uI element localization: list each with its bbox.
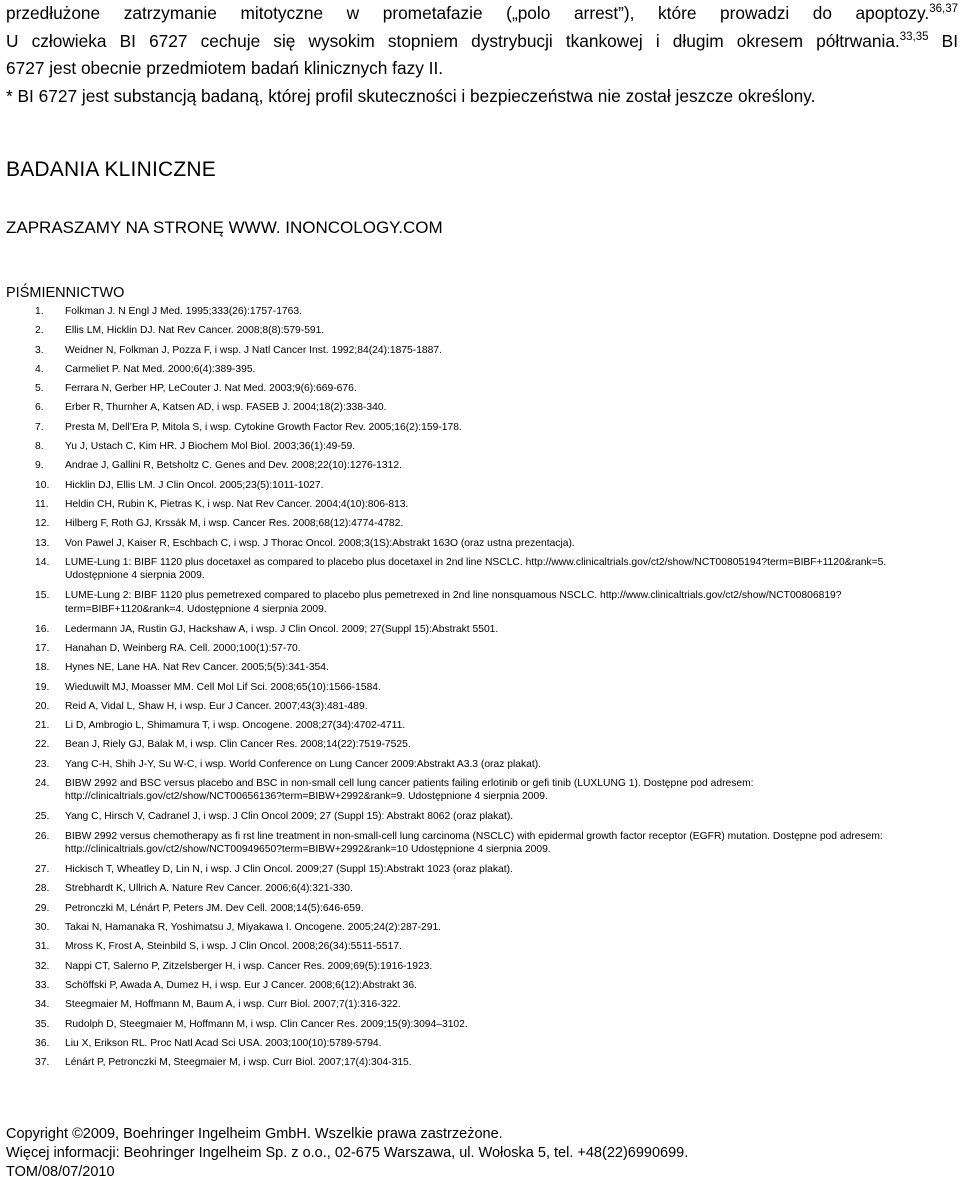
reference-text: BIBW 2992 versus chemotherapy as fi rst line treatment in non-small-cell lung carcinoma (NSCLC) with epidermal growth factor receptor (EGFR) mutation. Dostępne pod adresem: http://clinicaltrials.gov/ct2/show/NCT00949650?term=BIBW+2992&rank=10 Udostępnione 4 sierpnia 2009. [65,830,883,856]
reference-item [0,902,960,915]
intro-line-1 [6,0,958,28]
reference-text: Andrae J, Gallini R, Betsholtz C. Genes and Dev. 2008;22(10):1276-1312. [65,460,402,472]
reference-item [0,517,960,530]
reference-text: Nappi CT, Salerno P, Zitzelsberger H, i wsp. Cancer Res. 2009;69(5):1916-1923. [65,960,433,972]
intro-paragraph [6,0,958,83]
document-code: TOM/08/07/2010 [6,1164,115,1180]
reference-number: 35. [35,1018,50,1030]
reference-item [0,882,960,895]
reference-item [0,777,960,804]
reference-item [0,305,960,318]
intro-line-2-end: BI [941,30,958,51]
reference-item [0,700,960,713]
reference-item [0,382,960,395]
heading-clinical-trials: BADANIA KLINICZNE [6,158,216,181]
reference-item [0,421,960,434]
reference-number: 19. [35,681,50,693]
reference-number: 37. [35,1057,50,1069]
reference-number: 27. [35,864,50,876]
reference-text: Yang C, Hirsch V, Cadranel J, i wsp. J Clin Oncol 2009; 27 (Suppl 15): Abstrakt 8062 (oraz plakat). [65,811,514,823]
reference-number: 13. [35,537,50,549]
reference-text: Hynes NE, Lane HA. Nat Rev Cancer. 2005;5(5):341-354. [65,662,329,674]
reference-number: 16. [35,623,50,635]
reference-number: 20. [35,700,50,712]
reference-text: Takai N, Hamanaka R, Yoshimatsu J, Miyakawa I. Oncogene. 2005;24(2):287-291. [65,922,442,934]
reference-text: Folkman J. N Engl J Med. 1995;333(26):1757-1763. [65,306,302,317]
reference-number: 3. [35,344,44,356]
reference-item [0,719,960,732]
reference-text: Hickisch T, Wheatley D, Lin N, i wsp. J Clin Oncol. 2009;27 (Suppl 15):Abstrakt 1023 (oraz plakat). [65,864,513,876]
intro-line-2-text: U człowieka BI 6727 cechuje się wysokim stopniem dystrybucji tkankowej i długim okresem półtrwania. [6,30,900,51]
reference-text: Carmeliet P. Nat Med. 2000;6(4):389-395. [65,363,256,375]
reference-text: LUME-Lung 1: BIBF 1120 plus docetaxel as compared to placebo plus docetaxel in 2nd line NSCLC. http://www.clinicaltrials.gov/ct2/show/NCT00805194?term=BIBF+1120&rank=5. Udostępnione 4 sierpnia 2009. [65,556,887,582]
reference-text: Yu J, Ustach C, Kim HR. J Biochem Mol Biol. 2003;36(1):49-59. [65,441,356,453]
reference-item [0,459,960,472]
reference-text: Presta M, Dell’Era P, Mitola S, i wsp. Cytokine Growth Factor Rev. 2005;16(2):159-178. [65,421,462,433]
reference-number: 7. [35,421,44,433]
reference-number: 26. [35,830,50,842]
reference-text: Hilberg F, Roth GJ, Krssák M, i wsp. Cancer Res. 2008;68(12):4774-4782. [65,518,404,530]
reference-item [0,324,960,337]
reference-number: 21. [35,720,50,732]
reference-number: 10. [35,479,50,491]
reference-text: Hanahan D, Weinberg RA. Cell. 2000;100(1):57-70. [65,642,301,654]
citation-superscript: 33,35 [899,30,929,43]
reference-item [0,661,960,674]
reference-item [0,681,960,694]
copyright-text: Copyright ©2009, Boehringer Ingelheim GmbH. Wszelkie prawa zastrzeżone. [6,1126,503,1142]
contact-info: Więcej informacji: Beohringer Ingelheim Sp. z o.o., 02-675 Warszawa, ul. Wołoska 5, tel. +48(22)6990699. [6,1145,689,1161]
reference-number: 6. [35,402,44,414]
reference-number: 18. [35,662,50,674]
reference-text: Ferrara N, Gerber HP, LeCouter J. Nat Med. 2003;9(6):669-676. [65,383,357,395]
reference-text: Wieduwilt MJ, Moasser MM. Cell Mol Lif Sci. 2008;65(10):1566-1584. [65,681,381,693]
heading-visit-website: ZAPRASZAMY NA STRONĘ WWW. INONCOLOGY.COM [6,218,443,237]
reference-text: Erber R, Thurnher A, Katsen AD, i wsp. FASEB J. 2004;18(2):338-340. [65,402,387,414]
reference-text: Steegmaier M, Hoffmann M, Baum A, i wsp. Curr Biol. 2007;7(1):316-322. [65,999,401,1011]
reference-item [0,960,960,973]
reference-item [0,758,960,771]
reference-number: 5. [35,383,44,395]
reference-item [0,589,960,616]
reference-text: Petronczki M, Lénárt P, Peters JM. Dev Cell. 2008;14(5):646-659. [65,902,364,914]
reference-item [0,979,960,992]
reference-number: 4. [35,363,44,375]
reference-text: Yang C-H, Shih J-Y, Su W-C, i wsp. World Conference on Lung Cancer 2009:Abstrakt A3.3 (oraz plakat). [65,758,541,770]
reference-item [0,401,960,414]
reference-number: 9. [35,460,44,472]
reference-item [0,479,960,492]
reference-number: 28. [35,883,50,895]
reference-number: 36. [35,1037,50,1049]
reference-number: 1. [35,306,44,317]
reference-text: Rudolph D, Steegmaier M, Hoffmann M, i wsp. Clin Cancer Res. 2009;15(9):3094–3102. [65,1018,468,1030]
reference-number: 15. [35,590,50,602]
heading-literature: PIŚMIENNICTWO [6,285,125,301]
footnote-asterisk: * BI 6727 jest substancją badaną, której profil skuteczności i bezpieczeństwa nie został jeszcze określony. [6,85,816,106]
reference-item [0,363,960,376]
reference-text: Mross K, Frost A, Steinbild S, i wsp. J Clin Oncol. 2008;26(34):5511-5517. [65,941,402,953]
reference-text: Von Pawel J, Kaiser R, Eschbach C, i wsp. J Thorac Oncol. 2008;3(1S):Abstrakt 163O (oraz ustna prezentacja). [65,537,575,549]
reference-number: 22. [35,739,50,751]
reference-number: 32. [35,960,50,972]
intro-line-1-text: przedłużone zatrzymanie mitotyczne w prometafazie („polo arrest”), które prowadzi do apoptozy. [6,3,930,23]
reference-text: Li D, Ambrogio L, Shimamura T, i wsp. Oncogene. 2008;27(34):4702-4711. [65,720,406,732]
reference-number: 17. [35,642,50,654]
reference-item [0,998,960,1011]
reference-text: Weidner N, Folkman J, Pozza F, i wsp. J Natl Cancer Inst. 1992;84(24):1875-1887. [65,344,442,356]
reference-number: 34. [35,999,50,1011]
reference-item [0,863,960,876]
reference-text: BIBW 2992 and BSC versus placebo and BSC in non-small cell lung cancer patients failing erlotinib or gefi tinib (LUXLUNG 1). Dostępne pod adresem: http://clinicaltrials.gov/ct2/show/NCT00656136?term=BIBW+2992&rank=9. Udostępnione 4 sierpnia 2009. [65,778,754,803]
reference-item [0,1037,960,1050]
reference-item [0,1018,960,1031]
reference-text: Hicklin DJ, Ellis LM. J Clin Oncol. 2005;23(5):1011-1027. [65,479,324,491]
reference-item [0,830,960,857]
citation-superscript: 36,37 [929,3,958,15]
intro-line-2 [6,28,958,56]
reference-number: 33. [35,979,50,991]
reference-text: LUME-Lung 2: BIBF 1120 plus pemetrexed compared to placebo plus pemetrexed in 2nd line nonsquamous NSCLC. http://www.clinicaltrials.gov/ct2/show/NCT00806819?term=BIBF+1120&rank=4. Udostępnione 4 sierpnia 2009. [65,590,842,615]
reference-text: Ledermann JA, Rustin GJ, Hackshaw A, i wsp. J Clin Oncol. 2009; 27(Suppl 15):Abstrakt 5501. [65,623,499,635]
reference-item [0,623,960,636]
reference-text: Bean J, Riely GJ, Balak M, i wsp. Clin Cancer Res. 2008;14(22):7519-7525. [65,739,411,751]
reference-item [0,440,960,453]
reference-number: 25. [35,811,50,823]
reference-number: 14. [35,556,50,568]
reference-item [0,940,960,953]
reference-item [0,344,960,357]
reference-number: 31. [35,941,50,953]
reference-number: 30. [35,922,50,934]
reference-item [0,642,960,655]
reference-item [0,1056,960,1069]
intro-line-3: 6727 jest obecnie przedmiotem badań klinicznych fazy II. [6,58,444,78]
reference-number: 29. [35,902,50,914]
reference-item [0,921,960,934]
reference-number: 11. [35,498,49,510]
reference-number: 12. [35,518,50,530]
reference-number: 24. [35,778,50,790]
reference-text: Ellis LM, Hicklin DJ. Nat Rev Cancer. 2008;8(8):579-591. [65,325,325,337]
footer [6,1125,688,1182]
reference-item [0,537,960,550]
reference-item [0,738,960,751]
reference-number: 23. [35,758,50,770]
reference-text: Lénárt P, Petronczki M, Steegmaier M, i wsp. Curr Biol. 2007;17(4):304-315. [65,1057,412,1069]
reference-number: 2. [35,325,44,337]
reference-item [0,810,960,823]
reference-item [0,556,960,583]
reference-text: Schöffski P, Awada A, Dumez H, i wsp. Eur J Cancer. 2008;6(12):Abstrakt 36. [65,979,417,991]
reference-text: Strebhardt K, Ullrich A. Nature Rev Cancer. 2006;6(4):321-330. [65,883,353,895]
reference-text: Liu X, Erikson RL. Proc Natl Acad Sci USA. 2003;100(10):5789-5794. [65,1037,382,1049]
reference-list [0,305,960,1075]
reference-number: 8. [35,441,44,453]
reference-text: Reid A, Vidal L, Shaw H, i wsp. Eur J Cancer. 2007;43(3):481-489. [65,700,368,712]
reference-text: Heldin CH, Rubin K, Pietras K, i wsp. Nat Rev Cancer. 2004;4(10):806-813. [65,498,409,510]
intro-block [6,0,958,110]
reference-item [0,498,960,511]
